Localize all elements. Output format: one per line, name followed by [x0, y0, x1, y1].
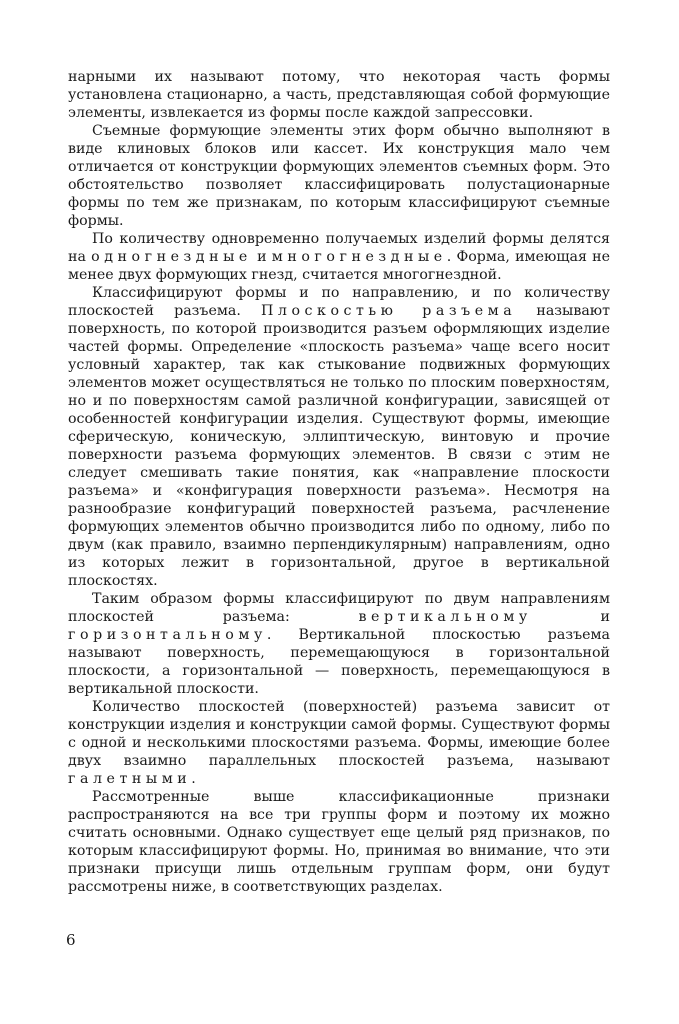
text-run: и: [251, 249, 272, 265]
text-run: По количеству одновременно получаемых изделий формы делятся на: [68, 231, 610, 265]
body-text: [68, 68, 610, 896]
paragraph: [68, 698, 610, 788]
spaced-term: вертикальному: [358, 609, 532, 625]
text-run: . Вертикальной плоскостью разъема называют поверхность, перемещающуюся в горизонтальной плоскости, а горизонтальной — поверхность, перемещающуюся в вертикальной плоскости.: [68, 627, 610, 697]
paragraph: [68, 68, 610, 122]
text-run: Классифицируют формы и по направлению, и по количеству плоскостей разъема.: [68, 285, 610, 319]
spaced-term: горизонтальному: [68, 627, 267, 643]
text-run: Съемные формующие элементы этих форм обычно выполняют в виде клиновых блоков или кассет. Их конструкция мало чем отличается от конструкции формующих элементов съемных форм. Это обстоятельство позволяет классифицировать полустационарные формы по тем же признакам, по которым классифицируют съемные формы.: [68, 123, 610, 229]
text-run: . Форма, имеющая не менее двух формующих гнезд, считается многогнездной.: [68, 249, 610, 283]
text-run: Количество плоскостей (поверхностей) разъема зависит от конструкции изделия и конструкции самой формы. Существуют формы с одной и несколькими плоскостями разъема. Формы, имеющие более двух взаимно параллельных плоскостей разъема, называют: [68, 699, 610, 769]
text-run: .: [191, 771, 196, 787]
spaced-term: Плоскостью разъема: [260, 303, 517, 319]
text-run: и: [531, 609, 611, 625]
text-run: называют поверхность, по которой производится разъем оформляющих изделие частей формы. Определение «плоскость разъема» чаще всего носит условный характер, так как стыкование подвижных формующих элементов может осуществляться не только по плоским поверхностям, но и по поверхностям самой различной конфигурации, зависящей от особенностей конфигурации изделия. Существуют формы, имеющие сферическую, коническую, эллиптическую, винтовую и прочие поверхности разъема формующих элементов. В связи с этим не следует смешивать такие понятия, как «направление плоскости разъема» и «конфигурация поверхности разъема». Несмотря на разнообразие конфигураций поверхностей разъема, расчленение формующих элементов обычно производится либо по одному, либо по двум (как правило, взаимно перпендикулярным) направлениям, одно из которых лежит в горизонтальной, другое в вертикальной плоскостях.: [68, 303, 610, 589]
text-run: нарными их называют потому, что некоторая часть формы установлена стационарно, а часть, представляющая собой формующие элементы, извлекается из формы после каждой запрессовки.: [68, 69, 610, 121]
paragraph: [68, 230, 610, 284]
paragraph: [68, 590, 610, 698]
text-run: Рассмотренные выше классификационные признаки распространяются на все три группы форм и поэтому их можно считать основными. Однако существует еще целый ряд признаков, по которым классифицируют формы. Но, принимая во внимание, что эти признаки присущи лишь отдельным группам форм, они будут рассмотрены ниже, в соответствующих разделах.: [68, 789, 610, 895]
paragraph: [68, 788, 610, 896]
text-run: Таким образом формы классифицируют по двум направлениям плоскостей разъема:: [68, 591, 610, 625]
spaced-term: галетными: [68, 771, 192, 787]
spaced-term: одногнездные: [91, 249, 252, 265]
paragraph: [68, 122, 610, 230]
page-number: 6: [66, 931, 76, 949]
paragraph: [68, 284, 610, 590]
spaced-term: многогнездные: [271, 249, 447, 265]
